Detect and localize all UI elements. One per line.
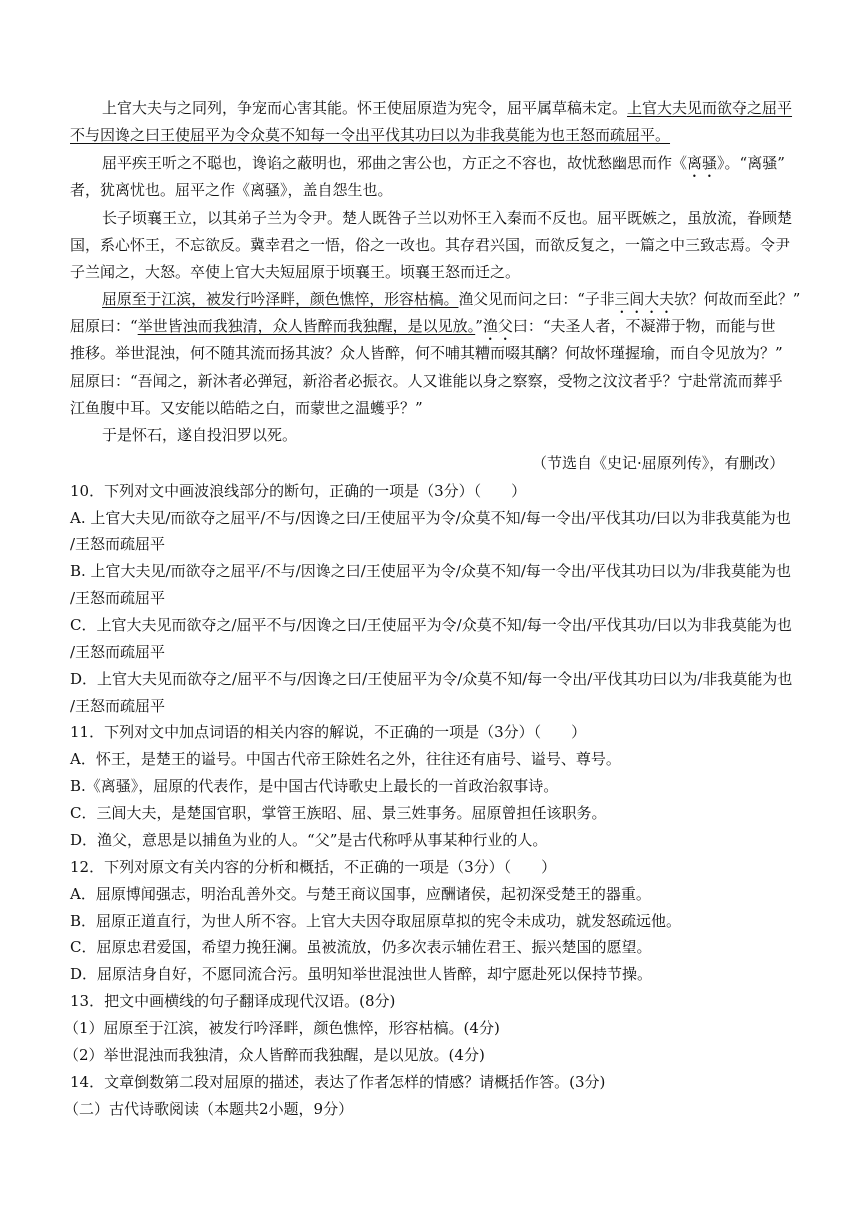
passage-line: 于是怀石，遂自投汨罗以死。 [102, 426, 298, 444]
passage-line: 国，系心怀王，不忘欲反。冀幸君之一悟，俗之一改也。其存君兴国，而欲反复之，一篇之中三致志焉。令尹 [70, 236, 791, 254]
passage-text: 屈原曰：“ [70, 317, 138, 335]
wavy-underlined-text: 不与因谗之曰王使屈平为令众莫不知每一令出平伐其功曰以为非我莫能为也王怒而疏屈平。 [70, 126, 671, 144]
option-10-b: B. 上官大夫见/而欲夺之屈平/不与/因谗之曰/王使屈平为令/众莫不知/每一令出/平伐其功曰以为/非我莫能为也 [70, 562, 791, 580]
question-11: 11．下列对文中加点词语的相关内容的解说，不正确的一项是（3分）（ ） [70, 723, 587, 741]
wavy-underlined-text: 上官大夫见而欲夺之屈平 [627, 99, 793, 117]
passage-text: ” [475, 317, 483, 335]
passage-line [102, 289, 800, 317]
question-10: 10．下列对文中画波浪线部分的断句，正确的一项是（3分）（ ） [70, 482, 527, 500]
option-11-b: B.《离骚》，屈原的代表作，是中国古代诗歌史上最长的一首政治叙事诗。 [70, 777, 559, 795]
dotted-term: 渔父 [482, 317, 513, 335]
question-14: 14．文章倒数第二段对屈原的描述，表达了作者怎样的情感？请概括作答。(3分) [70, 1073, 606, 1091]
option-10-d: D．上官大夫见而欲夺之/屈平不与/因谗之曰/王使屈平为令/众莫不知/每一令出/平伐其功曰以为/非我莫能为也 [70, 670, 793, 688]
passage-text: 屈平疾王听之不聪也，谗谄之蔽明也，邪曲之害公也，方正之不容也，故忧愁幽思而作《 [102, 154, 688, 172]
option-10-a: A. 上官大夫见/而欲夺之屈平/不与/因谗之曰/王使屈平为令/众莫不知/每一令出/平伐其功/曰以为非我莫能为也 [70, 509, 791, 527]
underlined-sentence: 举世皆浊而我独清，众人皆醉而我独醒，是以见放。 [137, 317, 476, 335]
passage-text: 上官大夫与之同列，争宠而心害其能。怀王使屈原造为宪令，屈平属草稿未定。 [102, 99, 628, 117]
question-13-part-2: （2）举世混浊而我独清，众人皆醉而我独醒，是以见放。(4分) [64, 1046, 485, 1064]
option-10-b-cont: /王怒而疏屈平 [70, 589, 166, 607]
passage-text: 渔父见而问之曰：“子非 [458, 290, 615, 308]
option-11-d: D．渔父，意思是以捕鱼为业的人。“父”是古代称呼从事某种行业的人。 [70, 831, 548, 849]
option-11-a: A．怀王，是楚王的谥号。中国古代帝王除姓名之外，往往还有庙号、谥号、尊号。 [70, 750, 621, 768]
passage-line: 屈原曰：“吾闻之，新沐者必弹冠，新浴者必振衣。人又谁能以身之察察，受物之汶汶者乎？宁赴常流而葬乎 [70, 372, 783, 390]
option-11-c: C．三闾大夫，是楚国官职，掌管王族昭、屈、景三姓事务。屈原曾担任该职务。 [70, 804, 607, 822]
passage-line [102, 153, 785, 181]
question-13-part-1: （1）屈原至于江滨，被发行吟泽畔，颜色憔悴，形容枯槁。(4分) [64, 1019, 500, 1037]
dotted-term: 三闾大夫 [614, 290, 674, 308]
option-12-c: C．屈原忠君爱国，希望力挽狂澜。虽被流放，仍多次表示辅佐君王、振兴楚国的愿望。 [70, 938, 652, 956]
passage-text: 曰：“夫圣人者，不凝滞于物，而能与世 [512, 317, 776, 335]
passage-source: （节选自《史记·屈原列传》，有删改） [532, 454, 785, 472]
question-12: 12．下列对原文有关内容的分析和概括，不正确的一项是（3分）（ ） [70, 858, 557, 876]
option-10-d-cont: /王怒而疏屈平 [70, 697, 166, 715]
passage-line: 子兰闻之，大怒。卒使上官大夫短屈原于顷襄王。顷襄王怒而迁之。 [70, 263, 521, 281]
passage-line: 推移。举世混浊，何不随其流而扬其波？众人皆醉，何不哺其糟而啜其醨？何故怀瑾握瑜，而自令见放为？” [70, 344, 783, 362]
passage-line [70, 125, 670, 145]
option-12-d: D．屈原洁身自好，不愿同流合污。虽明知举世混浊世人皆醉，却宁愿赴死以保持节操。 [70, 965, 653, 983]
option-10-c-cont: /王怒而疏屈平 [70, 643, 166, 661]
passage-line: 者，犹离忧也。屈平之作《离骚》，盖自怨生也。 [70, 181, 393, 199]
passage-line [102, 98, 792, 118]
passage-line: 长子顷襄王立，以其弟子兰为令尹。楚人既咎子兰以劝怀王入秦而不反也。屈平既嫉之，虽放流，眷顾楚 [102, 209, 793, 227]
section-heading: （二）古代诗歌阅读（本题共2小题，9分） [64, 1100, 354, 1118]
passage-text: 》。“离骚” [717, 154, 785, 172]
passage-line [70, 316, 776, 344]
option-12-a: A．屈原博闻强志，明治乱善外交。与楚王商议国事，应酬诸侯，起初深受楚王的器重。 [70, 885, 651, 903]
passage-text: 欤？何故而至此？” [673, 290, 801, 308]
option-10-a-cont: /王怒而疏屈平 [70, 535, 166, 553]
dotted-term: 离骚 [687, 154, 718, 172]
underlined-sentence: 屈原至于江滨，被发行吟泽畔，颜色憔悴，形容枯槁。 [102, 290, 459, 308]
option-10-c: C．上官大夫见而欲夺之/屈平不与/因谗之曰/王使屈平为令/众莫不知/每一令出/平伐其功/曰以为非我莫能为也 [70, 616, 792, 634]
question-13: 13．把文中画横线的句子翻译成现代汉语。(8分) [70, 992, 396, 1010]
passage-line: 江鱼腹中耳。又安能以皓皓之白，而蒙世之温蠖乎？” [70, 399, 423, 417]
option-12-b: B．屈原正道直行，为世人所不容。上官大夫因夺取屈原草拟的宪令未成功，就发怒疏远他。 [70, 912, 682, 930]
